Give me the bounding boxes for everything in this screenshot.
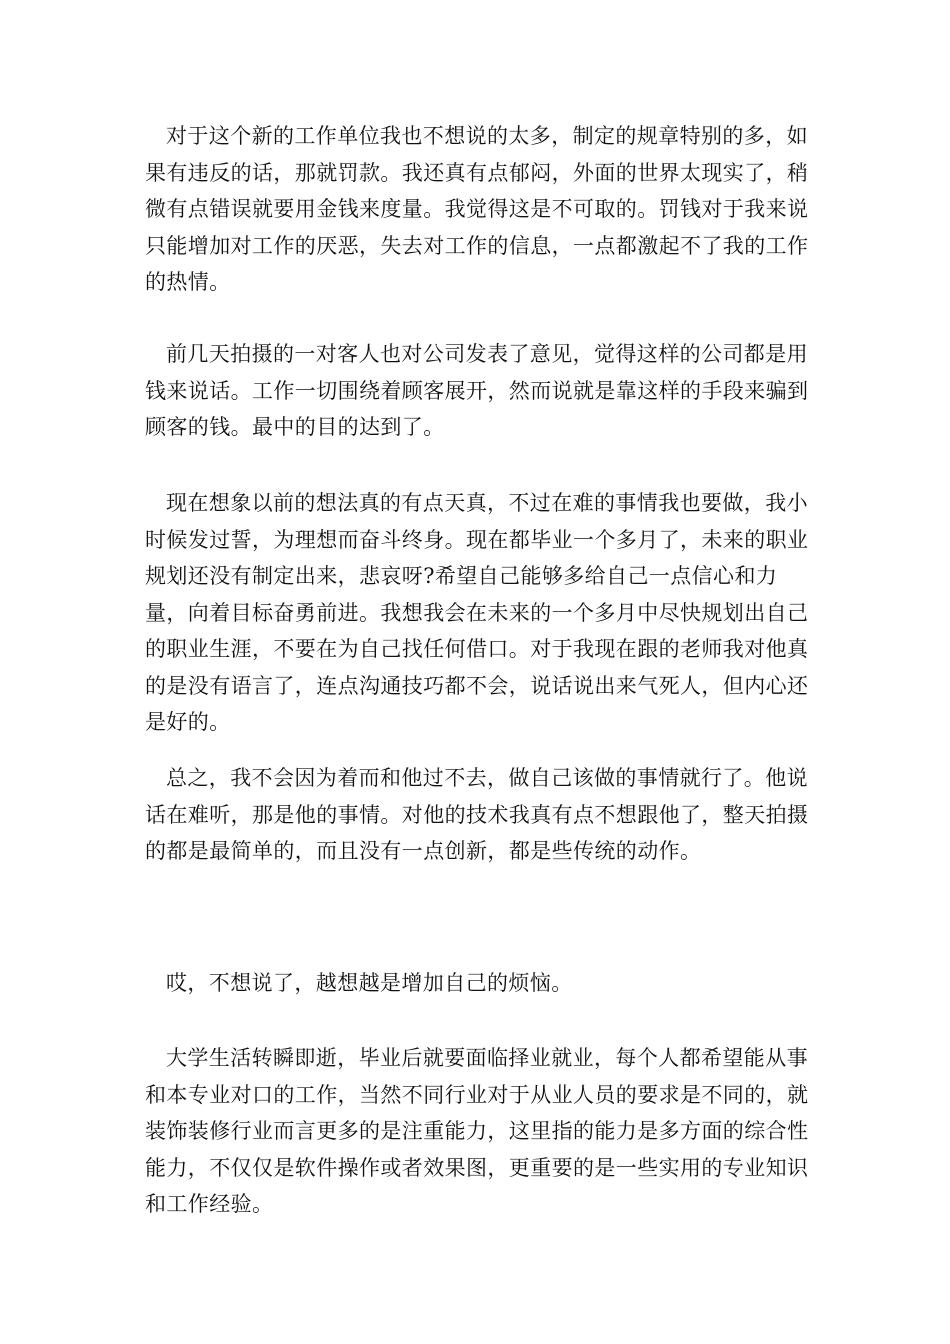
paragraph: 现在想象以前的想法真的有点天真，不过在难的事情我也要做，我小时候发过誓，为理想而奋斗终身。现在都毕业一个多月了，未来的职业规划还没有制定出来，悲哀呀?希望自己能够多给自己一点信心和力量，向着目标奋勇前进。我想我会在未来的一个多月中尽快规划出自己的职业生涯，不要在为自己找任何借口。对于我现在跟的老师我对他真的是没有语言了，连点沟通技巧都不会，说话说出来气死人，但内心还是好的。 xyxy=(145,491,809,734)
paragraph: 对于这个新的工作单位我也不想说的太多，制定的规章特别的多，如果有违反的话，那就罚款。我还真有点郁闷，外面的世界太现实了，稍微有点错误就要用金钱来度量。我觉得这是不可取的。罚钱对于我来说只能增加对工作的厌恶，失去对工作的信息，一点都激起不了我的工作的热情。 xyxy=(145,124,809,294)
paragraph: 前几天拍摄的一对客人也对公司发表了意见，觉得这样的公司都是用钱来说话。工作一切围绕着顾客展开，然而说就是靠这样的手段来骗到顾客的钱。最中的目的达到了。 xyxy=(145,342,809,439)
paragraph: 哎，不想说了，越想越是增加自己的烦恼。 xyxy=(166,971,573,995)
paragraph: 总之，我不会因为着而和他过不去，做自己该做的事情就行了。他说话在难听，那是他的事情。对他的技术我真有点不想跟他了，整天拍摄的都是最简单的，而且没有一点创新，都是些传统的动作。 xyxy=(145,766,809,863)
paragraph: 大学生活转瞬即逝，毕业后就要面临择业就业，每个人都希望能从事和本专业对口的工作，当然不同行业对于从业人员的要求是不同的，就装饰装修行业而言更多的是注重能力，这里指的能力是多方面的综合性能力，不仅仅是软件操作或者效果图，更重要的是一些实用的专业知识和工作经验。 xyxy=(145,1046,809,1216)
